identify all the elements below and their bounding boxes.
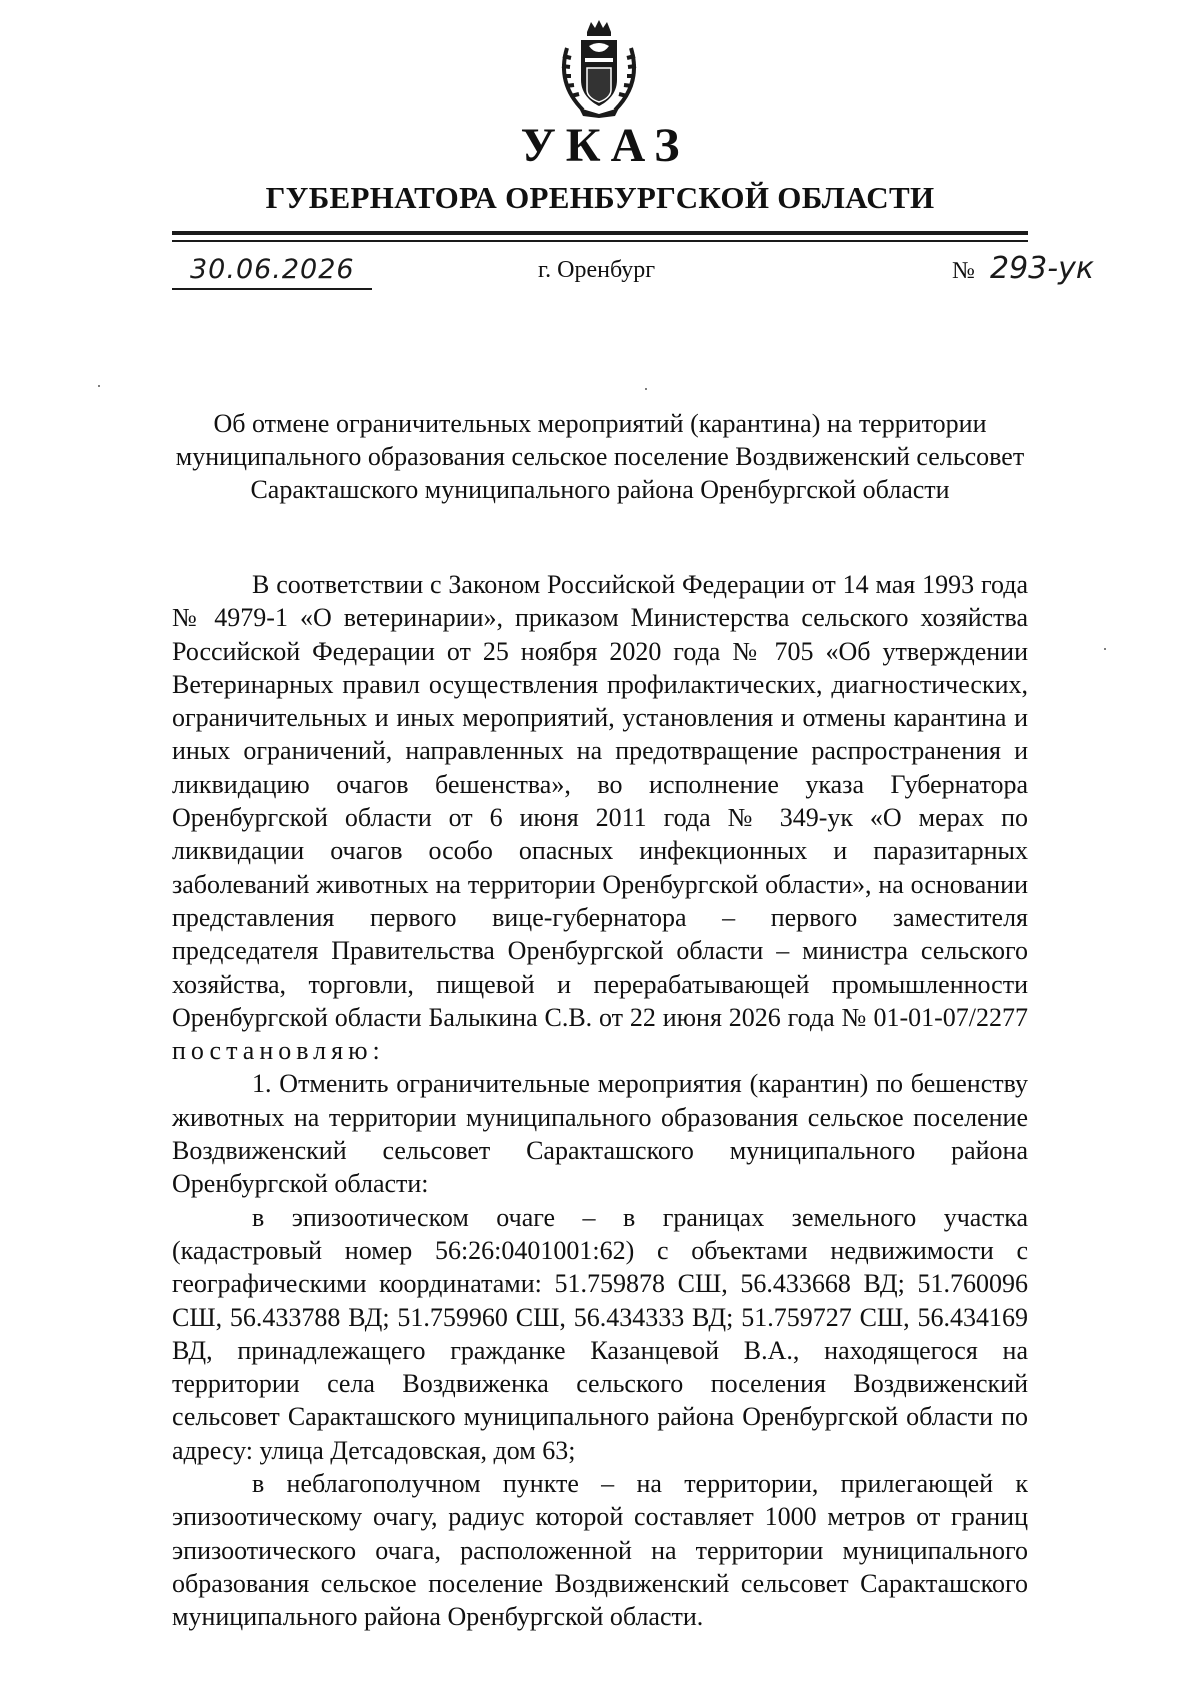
header-rule-thick [172,231,1028,235]
item-1-paragraph: 1. Отменить ограничительные мероприятия (карантин) по бешенству животных на территории муниципального образования сельское поселение Воздвиженский сельсовет Саракташского муниципального района Оренбургской области: [172,1069,1028,1199]
decree-subject: Об отмене ограничительных мероприятий (карантина) на территории муниципального образования сельское поселение Воздвиженский сельсовет Саракташского муниципального района Оренбургской области [175,409,1025,504]
date-underline [172,288,372,290]
preamble-text: В соответствии с Законом Российской Федерации от 14 мая 1993 года № 4979-1 «О ветеринарии», приказом Министерства сельского хозяйства Российской Федерации от 25 ноября 2020 года № 705 «Об утверждении Ветеринарных правил осуществления профилактических, диагностических, ограничительных и иных мероприятий, установления и отмены карантина и иных ограничений, направленных на предотвращение распространения и ликвидацию очагов бешенства», во исполнение указа Губернатора Оренбургской области от 6 июня 2011 года № 349-ук «О мерах по ликвидации очагов особо опасных инфекционных и паразитарных заболеваний животных на территории Оренбургской области», на основании представления первого вице-губернатора – первого заместителя председателя Правительства Оренбургской области – министра сельского хозяйства, торговли, пищевой и перерабатывающей промышленности Оренбургской области Балыкина С.В. от 22 июня 2026 года № 01-01-07/2277 [172,570,1028,1032]
issuer-title: ГУБЕРНАТОРА ОРЕНБУРГСКОЙ ОБЛАСТИ [265,180,935,215]
decree-number: 293-ук [990,251,1094,286]
decree-body [172,568,1028,1634]
item-1b-paragraph: в неблагополучном пункте – на территории, прилегающей к эпизоотическому очагу, радиус которой составляет 1000 метров от границ эпизоотического очага, расположенной на территории муниципального образования сельское поселение Воздвиженский сельсовет Саракташского муниципального района Оренбургской области. [172,1469,1028,1632]
document-type-title: УКАЗ [520,119,690,172]
decree-date: 30.06.2026 [190,254,355,285]
scan-speck [1104,648,1106,650]
header-rule-thin [172,240,1028,242]
number-sign: № [952,258,975,284]
scan-speck [98,385,100,387]
preamble-paragraph [172,568,1028,1067]
decree-word: постановляю: [172,1036,385,1066]
scan-speck [645,388,647,390]
coat-of-arms-icon [553,18,645,118]
decree-city: г. Оренбург [538,257,656,283]
item-1a-paragraph: в эпизоотическом очаге – в границах земельного участка (кадастровый номер 56:26:0401001:62) с объектами недвижимости с географическими координатами: 51.759878 СШ, 56.433668 ВД; 51.760096 СШ, 56.433788 ВД; 51.759960 СШ, 56.434333 ВД; 51.759727 СШ, 56.434169 ВД, принадлежащего гражданке Казанцевой В.А., находящегося на территории села Воздвиженка сельского поселения Воздвиженский сельсовет Саракташского муниципального района Оренбургской области по адресу: улица Детсадовская, дом 63; [172,1202,1028,1465]
